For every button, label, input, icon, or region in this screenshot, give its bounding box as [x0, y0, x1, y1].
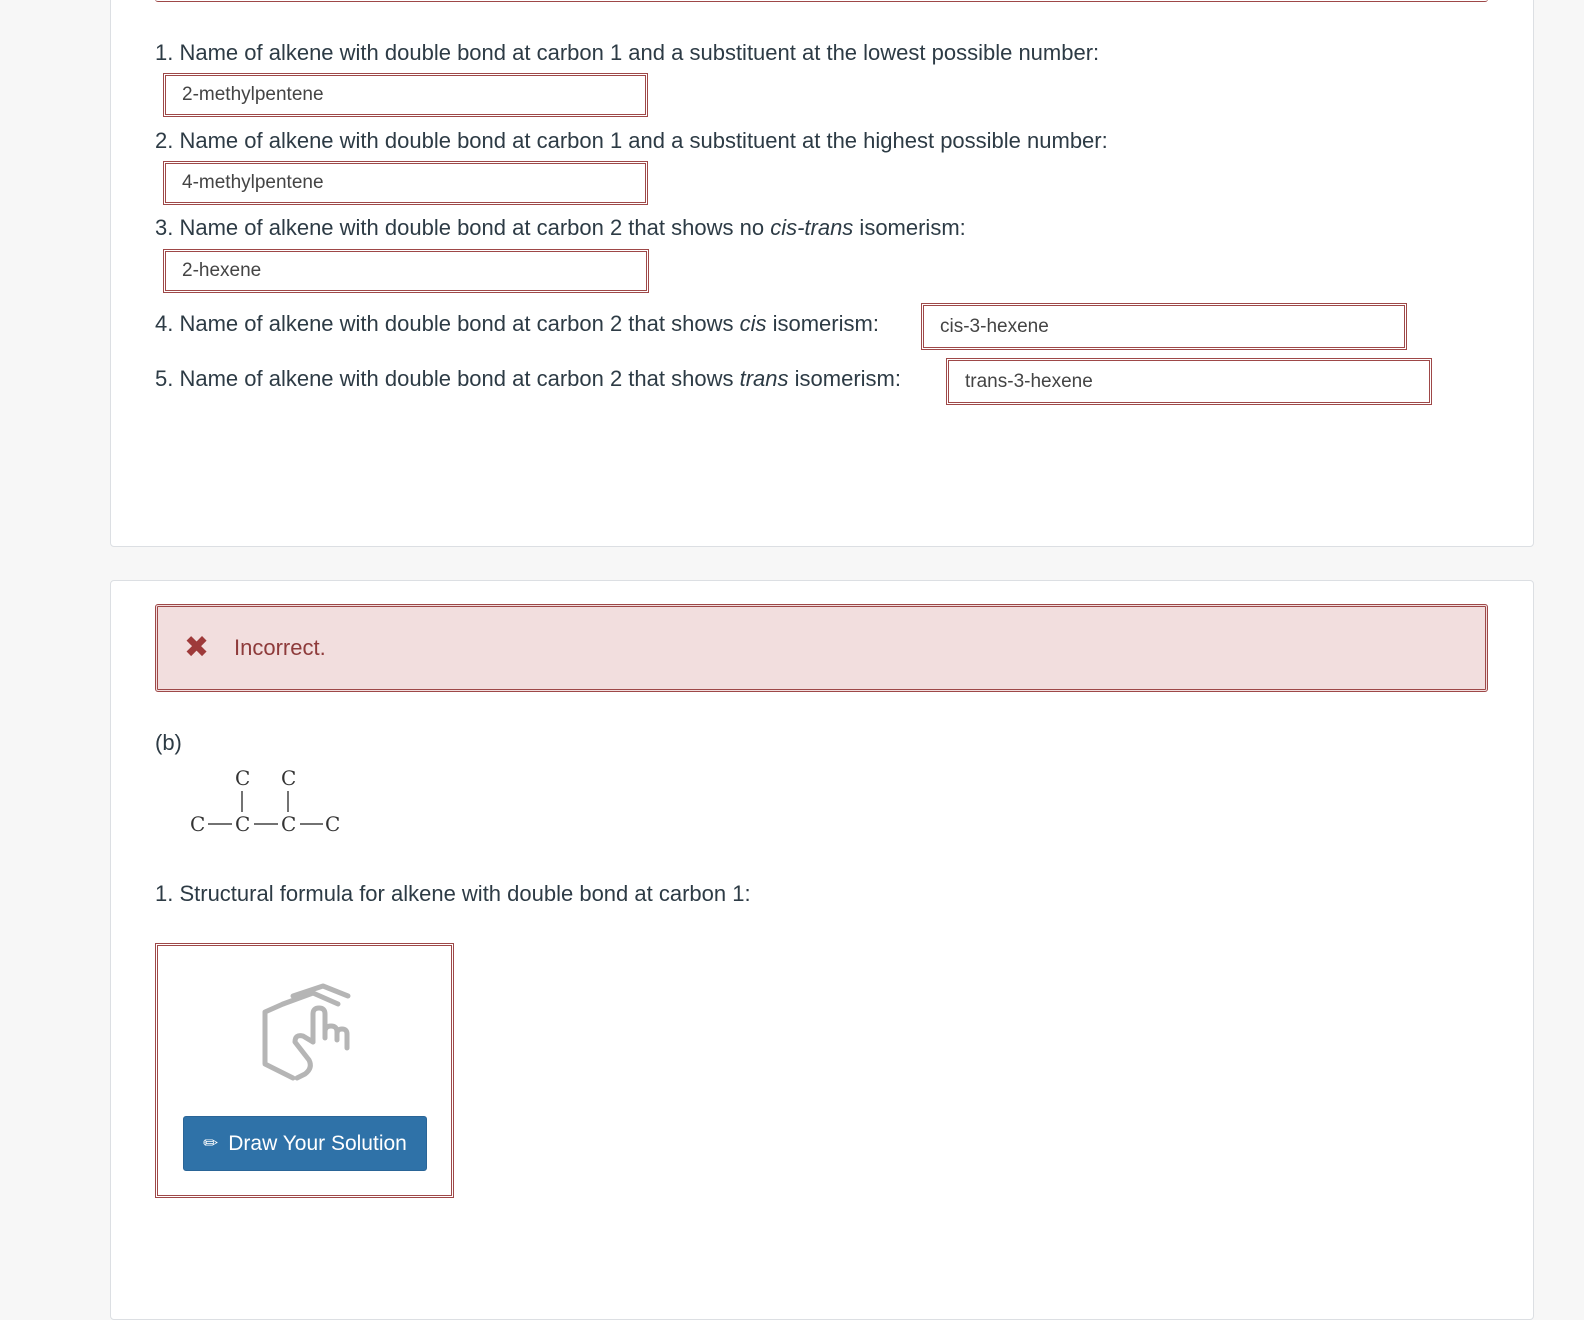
question-3-text	[155, 214, 966, 242]
incorrect-alert	[155, 604, 1488, 692]
molecule-hand-icon	[253, 982, 363, 1092]
x-icon: ✖	[184, 631, 210, 664]
question-3-prefix: 3. Name of alkene with double bond at carbon 2 that shows no	[155, 215, 771, 240]
question-4-suffix: isomerism:	[766, 311, 879, 336]
answer-4-box	[921, 303, 1407, 350]
question-4-emphasis: cis	[739, 311, 767, 336]
question-3-emphasis: cis-trans	[770, 215, 854, 240]
question-2-text	[155, 127, 1108, 155]
answer-5-box	[946, 358, 1432, 405]
answer-5-input[interactable]	[949, 361, 1429, 402]
carbon-skeleton-structure	[180, 758, 360, 848]
answer-2-box	[163, 161, 648, 205]
answer-4-input[interactable]	[924, 306, 1404, 347]
atom-c1: C	[190, 812, 206, 836]
question-1-text	[155, 39, 1099, 67]
atom-top-right: C	[281, 766, 297, 790]
part-b-question-1: 1. Structural formula for alkene with double bond at carbon 1:	[155, 881, 751, 906]
question-4-prefix: 4. Name of alkene with double bond at carbon 2 that shows	[155, 311, 740, 336]
answer-1-box	[163, 73, 648, 117]
draw-your-solution-label: Draw Your Solution	[228, 1131, 407, 1155]
question-4-text	[155, 310, 879, 338]
atom-c4: C	[325, 812, 341, 836]
part-b-label: (b)	[155, 730, 182, 755]
question-1-prefix: 1. Name of alkene with double bond at carbon 1 and a substituent at the lowest possible number:	[155, 40, 1100, 65]
draw-solution-box	[155, 943, 454, 1198]
atom-c2: C	[235, 812, 251, 836]
question-2-prefix: 2. Name of alkene with double bond at carbon 1 and a substituent at the highest possible number:	[155, 128, 1108, 153]
question-5-suffix: isomerism:	[788, 366, 901, 391]
question-3-suffix: isomerism:	[853, 215, 966, 240]
draw-your-solution-button[interactable]	[183, 1116, 427, 1171]
atom-c3: C	[281, 812, 297, 836]
incorrect-message: Incorrect.	[234, 635, 326, 660]
answer-3-box	[163, 249, 649, 293]
answer-1-input[interactable]	[166, 76, 645, 114]
atom-top-left: C	[235, 766, 251, 790]
question-5-text	[155, 365, 901, 393]
question-5-prefix: 5. Name of alkene with double bond at carbon 2 that shows	[155, 366, 740, 391]
previous-feedback-border	[155, 0, 1488, 2]
answer-2-input[interactable]	[166, 164, 645, 202]
pencil-icon: ✏	[203, 1133, 219, 1153]
answer-3-input[interactable]	[166, 252, 646, 290]
question-5-emphasis: trans	[739, 366, 789, 391]
